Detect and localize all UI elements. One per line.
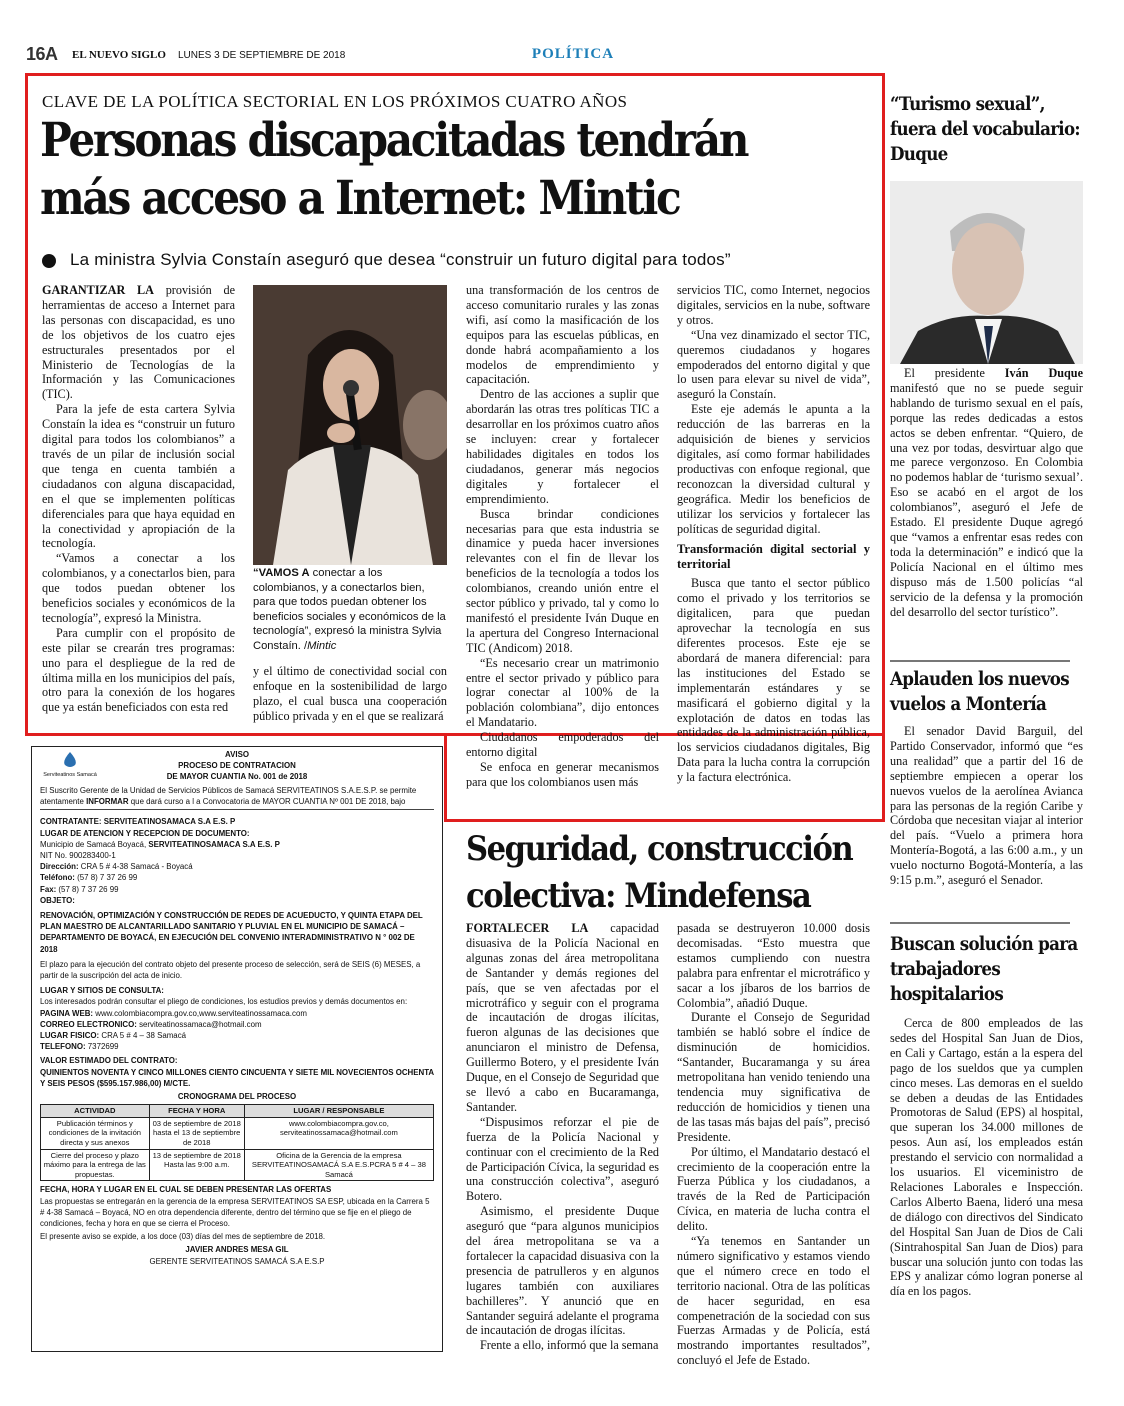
nit: NIT No. 900283400-1: [40, 851, 116, 861]
rail-headline-2: Aplauden los nuevos vuelos a Montería: [890, 668, 1069, 715]
signatory-name: JAVIER ANDRES MESA GIL: [185, 1245, 289, 1255]
second-headline: [466, 826, 862, 920]
page-number: 16A: [26, 44, 58, 64]
article-headline: [40, 112, 778, 228]
newspaper-name: EL NUEVO SIGLO: [72, 49, 166, 61]
paragraph: Cerca de 800 empleados de las sedes del Hospital San Juan de Dios, en Cali y Cartago, están a la espera del pago de los sueldos que ya cumplen cinco meses. Las demoras en el sueldo se deben a deudas de las Entidades Promotoras de Salud (EPS) al hospital, que superan los 34.000 millones de pesos. Aun así, los empleados están prestando el servicio con normalidad a los usuarios. El viceministro de Relaciones Laborales e Inspección. Carlos Alberto Baena, lideró una mesa de diálogo con directivos del Sindicato del Hospital San Juan de Dios de Cali (Sintrahospital San Juan de Dios) para buscar una solución junto con todas las EPS y analizar cómo logran ponerse al día en los pagos.: [890, 1016, 1083, 1299]
signatory-title: GERENTE SERVITEATINOS SAMACÁ S.A E.S.P: [149, 1256, 325, 1266]
paragraph: Dentro de las acciones a suplir que abordarán las otras tres políticas TIC a desarrollar en los próximos cuatro años se incluyen: crear y fortalecer habilidades digitales en todos los ciudadanos, generar más negocios digitales y fortalecer el emprendimiento.: [466, 387, 659, 506]
table-cell: Cierre del proceso y plazo máximo para la entrega de las propuestas.: [41, 1149, 150, 1181]
photo-credit: Mintic: [307, 639, 337, 652]
article-column-4: [677, 283, 870, 785]
lead-in: FORTALECER LA: [466, 921, 589, 935]
duque-photo-illustration: [890, 181, 1083, 364]
article-column-1: [42, 283, 235, 715]
second-article-column-2: [677, 921, 870, 1368]
photo-caption: [253, 566, 447, 654]
paragraph: “Ya tenemos en Santander un número significativo y estamos viendo que el número crece en todo el territorio nacional. Otra de las políticas de hacer seguridad, en esa compenetración de la sociedad con sus Fuerzas Armadas y de Policía, está mostrando importantes resultados”, concluyó el Jefe de Estado.: [677, 1234, 870, 1368]
person-name: Iván Duque: [1004, 366, 1083, 380]
article-column-2: [253, 664, 447, 724]
article-kicker: CLAVE DE LA POLÍTICA SECTORIAL EN LOS PRÓXIMOS CUATRO AÑOS: [42, 92, 628, 111]
column-header: LUGAR / RESPONSABLE: [244, 1105, 433, 1118]
fecha-text: Las propuestas se entregarán en la gerencia de la empresa SERVITEATINOS SA ESP, ubicada en la Carrera 5 # 4-38 Samacá – Boyacá, NO en otra dependencia diferente, dentro del término que se fije en el pliego de condiciones, fecha y hora en que se cierra el Proceso.: [40, 1196, 430, 1229]
paragraph: Busca que tanto el sector público como el privado y los territorios se digitalicen, para que puedan aprovechar la tecnología en sus diferentes procesos. Este eje se abordará de manera diferencial: para las instituciones del Estado se implementarán estándares y se masificará el gobierno digital y la explotación de datos en todas las entidades de la administración pública, los servicios ciudadanos digitales, Big Data para la lucha contra la corrupción y la factura electrónica.: [677, 576, 870, 785]
paragraph: Frente a ello, informó que la semana: [480, 1338, 659, 1353]
telefono: Teléfono: (57 8) 7 37 26 99: [40, 873, 138, 883]
sitios-text: Los interesados podrán consultar el pliego de condiciones, los estudios previos y demás documentos en:: [40, 997, 408, 1007]
paragraph: Durante el Consejo de Seguridad también se habló sobre el índice de disminución de homicidios. “Santander, Bucaramanga y su área metropolitana han venido teniendo una tendencia muy significativa de reducción de homicidios y tienen una de las tasas más bajas del país”, precisó Presidente.: [677, 1010, 870, 1144]
lugar-text: Municipio de Samacá Boyacá, SERVITEATINOSAMACA S.A E.S. P: [40, 839, 280, 849]
contratante: CONTRATANTE: SERVITEATINOSAMACA S.A E.S. P: [40, 817, 236, 827]
fecha-heading: FECHA, HORA Y LUGAR EN EL CUAL SE DEBEN PRESENTAR LAS OFERTAS: [40, 1185, 332, 1195]
valor-text: QUINIENTOS NOVENTA Y CINCO MILLONES CIENTO CINCUENTA Y SIETE MIL NOVECIENTOS OCHENTA Y SEIS PESOS ($595.157.986,00) M/CTE.: [40, 1067, 434, 1088]
divider: [890, 922, 1070, 924]
minister-photo: [253, 285, 447, 565]
table-row: [41, 1149, 434, 1181]
section-name: POLÍTICA: [531, 46, 615, 62]
paragraph: capacidad disuasiva de la Policía Nacional en algunas zonas del área metropolitana de Santander y demás regiones del país, que se ven afectadas por el microtráfico y seguir con el programa de incautación de drogas ilícitas, fueron algunas de las decisiones que anunciaron el ministro de Defensa, Guillermo Botero, y el presidente Iván Duque, en el Consejo de Seguridad que se llevó a cabo en Bucaramanga, Santander.: [466, 921, 659, 1114]
paragraph: manifestó que no se puede seguir hablando de turismo sexual en el país, porque las redes dedicadas a estos actos se deben enfrentar. “Quiero, de una vez por todas, desvirtuar algo que me parece vergonzoso. En Colombia no podemos hablar de ‘turismo sexual’. Eso se acabó en el argot de los colombianos”, aseguró el Jefe de Estado. El presidente Duque agregó que “vamos a enfrentar esas redes con toda la determinación” e indicó que la Policía Nacional en el último mes dispuso más de 1.500 policías “al servicio de la defensa y la promoción del desarrollo del sector turístico”.: [890, 380, 1083, 619]
rail-article-3: [890, 1016, 1083, 1299]
headline-line-2: más acceso a Internet: Mintic: [40, 171, 680, 226]
issue-date: LUNES 3 DE SEPTIEMBRE DE 2018: [178, 50, 346, 61]
paragraph: y el último de conectividad social con enfoque en la sostenibilidad de largo plazo, el cual busca una cooperación público privada y en el que se realizará: [253, 664, 447, 723]
caption-text: conectar a los colombianos, y a conectarlos bien, para que todos puedan obtener los beneficios sociales y económicos de la tecnología”, expresó la ministra Sylvia Constaín. /: [253, 567, 446, 652]
table-cell: 13 de septiembre de 2018 Hasta las 9:00 a.m.: [149, 1149, 244, 1181]
objeto-text: RENOVACIÓN, OPTIMIZACIÓN Y CONSTRUCCIÓN DE REDES DE ACUEDUCTO, Y QUINTA ETAPA DEL PLAN MAESTRO DE ALCANTARILLADO SANITARIO Y PLUVIAL EN EL MUNICIPIO DE SAMACÁ – DEPARTAMENTO DE BOYACÁ, EN EJECUCIÓN DEL CONVENIO INTERADMINISTRATIVO N ° 002 DE 2018: [40, 911, 423, 954]
fax: Fax: (57 8) 7 37 26 99: [40, 884, 119, 894]
divider: [40, 809, 434, 810]
table-cell: 03 de septiembre de 2018 hasta el 13 de septiembre de 2018: [149, 1117, 244, 1149]
lugar-fisico: LUGAR FISICO: CRA 5 # 4 – 38 Samacá: [40, 1031, 187, 1041]
logo-text: Serviteatinos Samacá: [43, 772, 97, 779]
rail-headline-1: “Turismo sexual”, fuera del vocabulario: Duque: [890, 93, 1080, 165]
paragraph: pasada se destruyeron 10.000 dosis decomisadas. “Esto muestra que estamos cumpliendo con nuestra palabra para enfrentar el microtráfico y sacar a los jíbaros de los barrios de Colombia”, añadió Duque.: [677, 921, 870, 1010]
table-cell: www.colombiacompra.gov.co, serviteatinossamaca@hotmail.com: [244, 1117, 433, 1149]
drop-logo-icon: [59, 751, 81, 769]
paragraph: provisión de herramientas de acceso a Internet para las personas con discapacidad, es uno de los objetivos de los cuatro ejes estructurales presentados por el Ministerio de Tecnologías de la Información y las Comunicaciones (TIC).: [42, 283, 235, 402]
notice-number: DE MAYOR CUANTIA No. 001 de 2018: [166, 772, 308, 782]
subheading: Transformación digital sectorial y territorial: [677, 542, 870, 572]
page-header: [26, 44, 1098, 70]
paragraph: “Es necesario crear un matrimonio entre el sector privado y público para lograr conectar al 100% de la población colombiana”, dijo entonces el Mandatario.: [466, 655, 659, 730]
notice-title: AVISO: [225, 750, 249, 759]
headline-line-1: Seguridad, construcción: [466, 829, 853, 869]
paragraph: “Vamos a conectar a los colombianos, y a conectarlos bien, para que todos puedan obtener los beneficios sociales y económicos de la tecnología”, expresó la Ministra.: [42, 551, 235, 625]
paragraph: Para cumplir con el propósito de este pilar se crearán tres programas: uno para el despliegue de la red de última milla en los municipios del país, otro para la conexión de los hogares que ya están beneficiados con esta red: [42, 625, 235, 715]
correo: CORREO ELECTRONICO: serviteatinossamaca@hotmail.com: [40, 1019, 262, 1029]
notice-intro: El Suscrito Gerente de la Unidad de Servicios Públicos de Samacá SERVITEATINOS S.A.E.S.P. se permite atentamente INFORMAR que dará curso a l a Convocatoria de MAYOR CUANTIA Nº 001 DE 2018, bajo: [40, 786, 417, 807]
paragraph: Se enfoca en generar mecanismos para que los colombianos usen más: [466, 760, 659, 789]
rail-headline-3: Buscan solución para trabajadores hospitalarios: [890, 933, 1078, 1005]
table-header-row: [41, 1105, 434, 1118]
article-column-3: [466, 283, 659, 790]
objeto-heading: OBJETO:: [40, 895, 75, 905]
lugar-heading: LUGAR DE ATENCION Y RECEPCION DE DOCUMENTO:: [40, 828, 250, 838]
company-logo: [40, 751, 100, 778]
paragraph-start: El presidente: [904, 366, 1005, 380]
paragraph: El senador David Barguil, del Partido Conservador, informó que “es una realidad” que a partir del 16 de septiembre empiecen a operar los nuevos vuelos de la aerolínea Avianca para las personas de la región Caribe y Córdoba que necesitan viajar al interior del país. “Vuelo a primera hora Montería-Bogotá, a las 6:00 a.m., y un vuelo nocturno Bogotá-Montería, a las 9:15 p.m.”, aseguró el Senador.: [890, 724, 1083, 888]
valor-heading: VALOR ESTIMADO DEL CONTRATO:: [40, 1056, 178, 1066]
headline-line-2: colectiva: Mindefensa: [466, 876, 811, 916]
paragraph: Asimismo, el presidente Duque aseguró que “para algunos municipios del área metropolitana se va a fortalecer la capacidad disuasiva con la presencia de patrulleros y en algunos lugares también con auxiliares bachilleres”. Y anunció que en Santander seguirá adelante el programa de incautación de drogas ilícitas.: [466, 1204, 659, 1338]
paragraph: “Una vez dinamizado el sector TIC, queremos ciudadanos y hogares empoderados del entorno digital y que lo usen para elevar su nivel de vida”, aseguró la Constaín.: [677, 327, 870, 402]
paragraph: Para la jefe de esta cartera Sylvia Constaín la idea es “construir un futuro digital para todos los colombianos” a través de un pilar de inclusión social que tenga en cuenta también a ciudadanos con alguna discapacidad, en el que se implementen políticas diferenciales para que haya equidad en la conectividad y apropiación de la tecnología.: [42, 402, 235, 551]
minister-photo-illustration: [253, 285, 447, 565]
paragraph: Por último, el Mandatario destacó el crecimiento de la cooperación entre la Fuerza Pública y los ciudadanos, a través de la Red de Participación Cívica, en materia de lucha contra el delito.: [677, 1144, 870, 1234]
lead-in: GARANTIZAR LA: [42, 283, 154, 297]
second-article-column-1: [466, 921, 659, 1353]
notice-header: [40, 747, 434, 785]
paragraph: servicios TIC, como Internet, negocios digitales, servicios en la nube, software y otros.: [677, 283, 870, 327]
caption-lead: “VAMOS A: [253, 567, 310, 579]
expide-text: El presente aviso se expide, a los doce (03) días del mes de septiembre de 2018.: [40, 1232, 326, 1242]
schedule-table: [40, 1104, 434, 1181]
paragraph: Busca brindar condiciones necesarias para que esta industria se dinamice y pueda hacer inversiones relevantes con el fin de llevar los beneficios de la tecnología a todos los colombianos, creando unión entre el sector público y privado, tal y como lo manifestó el presidente Iván Duque en la apertura del Congreso Internacional TIC (Andicom) 2018.: [466, 506, 659, 655]
cronograma-heading: CRONOGRAMA DEL PROCESO: [177, 1092, 297, 1102]
paragraph: una transformación de los centros de acceso comunitario rurales y las zonas wifi, así como la masificación de los equipos para las escuelas públicas, en donde habrá acompañamiento a los modelos de emprendimiento y capacitación.: [466, 283, 659, 387]
divider: [890, 660, 1070, 662]
article-subtitle: La ministra Sylvia Constaín aseguró que desea “construir un futuro digital para todos”: [70, 250, 731, 269]
bullet-icon: [42, 254, 56, 268]
table-cell: Publicación términos y condiciones de la invitación directa y sus anexos: [41, 1117, 150, 1149]
table-row: [41, 1117, 434, 1149]
plazo-text: El plazo para la ejecución del contrato objeto del presente proceso de selección, será de SEIS (6) MESES, a partir de la suscripción del acta de inicio.: [40, 959, 421, 981]
sitios-heading: LUGAR Y SITIOS DE CONSULTA:: [40, 986, 164, 996]
duque-photo: [890, 181, 1083, 364]
paragraph: Este eje además le apunta a la reducción de las barreras en la adquisición de bienes y servicios digitales, así como formar habilidades productivas con enfoque regional, que reconozcan la diversidad cultural y geográfica. Medir los beneficios de utilizar los servicios y fortalecer las políticas de seguridad digital.: [677, 402, 870, 536]
legal-notice: [31, 746, 443, 1352]
column-header: FECHA Y HORA: [149, 1105, 244, 1118]
telefono-2: TELEFONO: 7372699: [40, 1042, 119, 1052]
pagina-web: PAGINA WEB: www.colombiacompra.gov.co,www.serviteatinossamaca.com: [40, 1008, 307, 1018]
table-cell: Oficina de la Gerencia de la empresa SERVITEATINOSAMACÁ S.A E.S.PCRA 5 # 4 – 38 Samacá: [244, 1149, 433, 1181]
rail-article-2: [890, 724, 1083, 888]
rail-article-1: [890, 366, 1083, 619]
direccion: Dirección: CRA 5 # 4-38 Samacá - Boyacá: [40, 862, 193, 872]
notice-subtitle: PROCESO DE CONTRATACION: [178, 761, 296, 771]
paragraph: “Dispusimos reforzar el pie de fuerza de la Policía Nacional y continuar con el crecimiento de la Red de Participación Cívica, la seguridad es una construcción colectiva”, aseguró Botero.: [466, 1114, 659, 1204]
paragraph: Ciudadanos empoderados del entorno digital: [466, 730, 659, 760]
column-header: ACTIVIDAD: [41, 1105, 150, 1118]
headline-line-1: Personas discapacitadas tendrán: [40, 113, 748, 168]
